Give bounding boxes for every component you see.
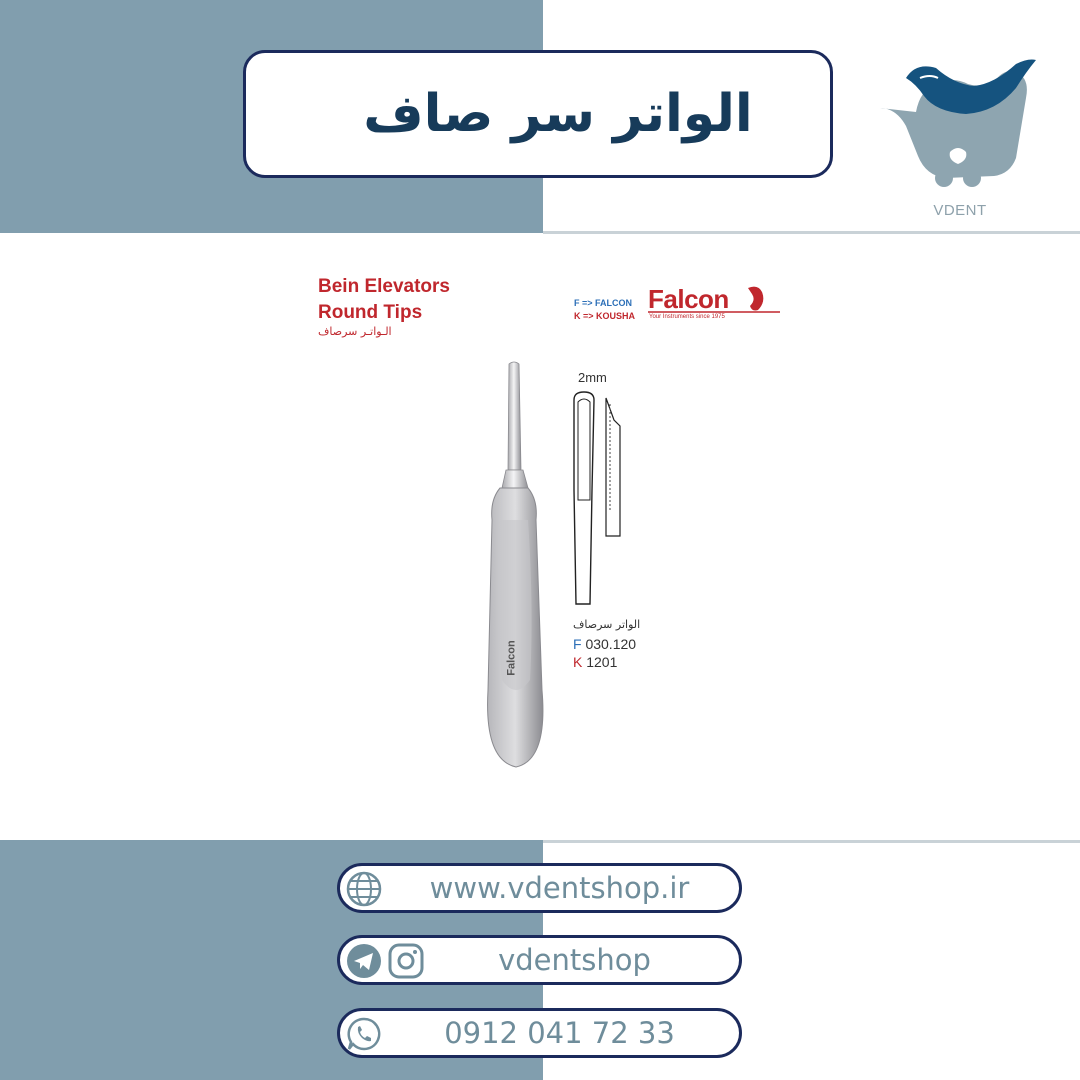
product-panel [0, 240, 1080, 840]
tip-detail-drawing [566, 390, 630, 608]
bottom-divider [543, 840, 1080, 843]
handle-brand-label: Falcon [505, 640, 518, 676]
tip-size-label: 2mm [578, 370, 607, 385]
legend-kousha: K => KOUSHA [574, 311, 636, 321]
globe-icon [346, 871, 382, 907]
logo-caption: VDENT [933, 202, 987, 219]
code-falcon: F 030.120 [573, 636, 637, 652]
telegram-icon [346, 943, 382, 979]
brand-tagline: Your Instruments since 1975 [649, 314, 725, 320]
product-title-line1: Bein Elevators [318, 276, 450, 297]
product-name-fa: الواتر سرصاف [573, 618, 641, 631]
phone-number: 0912 041 72 33 [444, 1016, 675, 1050]
title-box [243, 50, 833, 178]
website-url: www.vdentshop.ir [429, 871, 690, 905]
phone-link[interactable] [337, 1008, 742, 1058]
falcon-bird-icon [648, 282, 780, 318]
page-title: الواتر سر صاف [363, 84, 753, 144]
social-handle: vdentshop [498, 943, 651, 977]
legend-falcon: F => FALCON [574, 298, 633, 308]
whatsapp-icon [346, 1016, 382, 1052]
brand-logo-text: Falcon [648, 284, 729, 314]
product-title-line2: Round Tips [318, 302, 423, 323]
top-divider [543, 231, 1080, 234]
social-link[interactable] [337, 935, 742, 985]
tooth-cart-icon [876, 48, 1041, 223]
website-link[interactable] [337, 863, 742, 913]
product-title-fa: الـواتـر سرصاف [318, 325, 392, 338]
code-kousha: K 1201 [573, 654, 618, 670]
elevator-instrument-image [472, 360, 562, 770]
